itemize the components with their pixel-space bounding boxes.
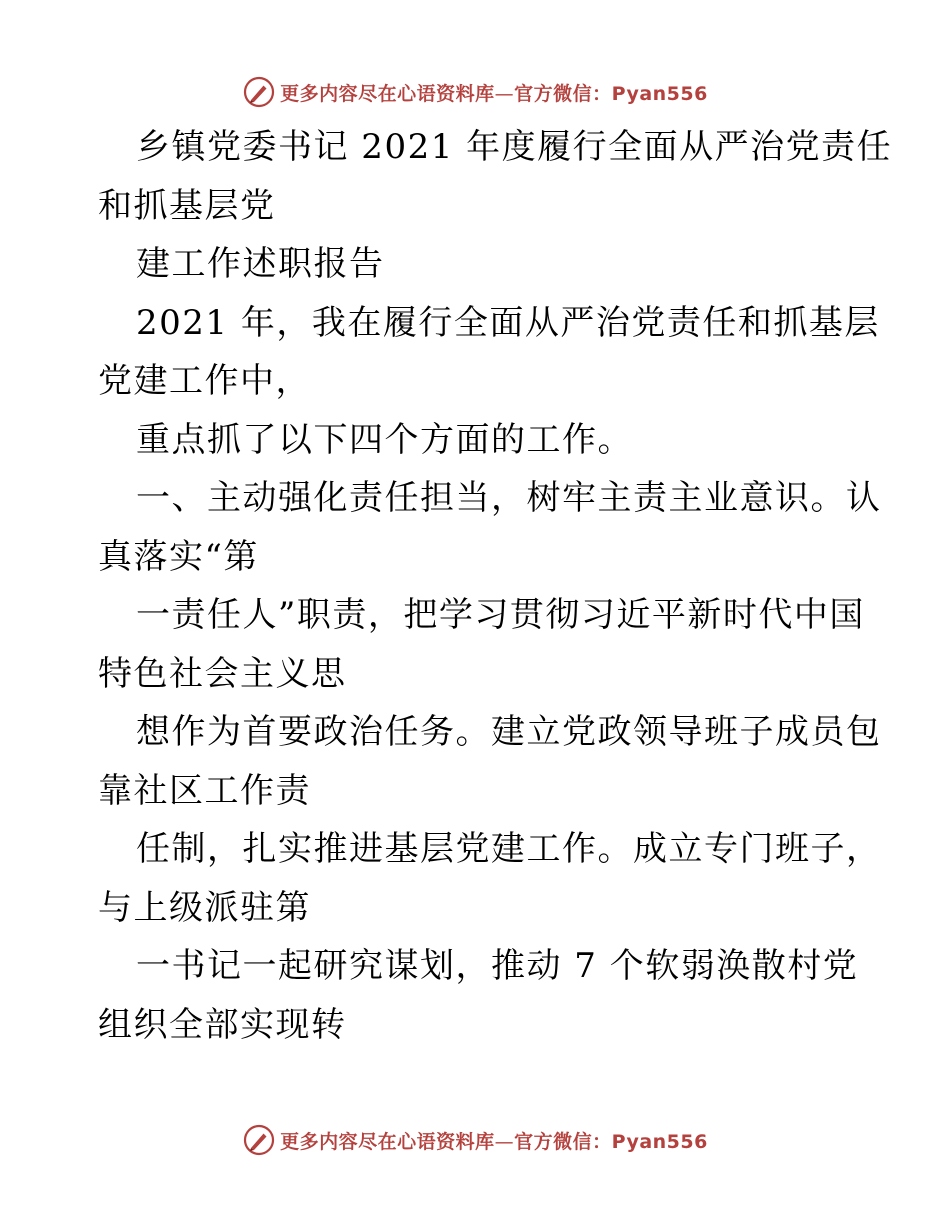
document-line: 真落实“第: [98, 536, 259, 577]
document-line: 建工作述职报告: [136, 244, 385, 284]
document-line: 和抓基层党: [98, 185, 276, 226]
document-line: 重点抓了以下四个方面的工作。: [136, 419, 633, 460]
watermark-dash: —: [494, 82, 515, 105]
watermark-dash: —: [494, 1130, 515, 1153]
watermark-wechat: 官方微信：Pyan556: [514, 1130, 708, 1153]
document-line: 特色社会主义思: [98, 653, 347, 694]
document-line: 与上级派驻第: [98, 887, 311, 928]
watermark-text: [280, 79, 708, 106]
document-line: 2021 年，我在履行全面从严治党责任和抓基层: [136, 302, 880, 343]
document-line: 乡镇党委书记 2021 年度履行全面从严治党责任: [136, 127, 893, 167]
document-line: 想作为首要政治任务。建立党政领导班子成员包: [136, 712, 882, 752]
watermark-title: 更多内容尽在心语资料库: [280, 82, 495, 105]
watermark-text: [280, 1127, 708, 1154]
watermark-title: 更多内容尽在心语资料库: [280, 1130, 495, 1153]
document-line: 组织全部实现转: [98, 1004, 347, 1045]
document-line: 一、主动强化责任担当，树牢主责主业意识。认: [136, 478, 882, 518]
document-line: 一书记一起研究谋划，推动 7 个软弱涣散村党: [136, 946, 859, 986]
pen-logo-icon: [242, 1123, 276, 1157]
document-line: 任制，扎实推进基层党建工作。成立专门班子，: [136, 829, 882, 869]
watermark-wechat: 官方微信：Pyan556: [514, 82, 708, 105]
document-body: [98, 118, 893, 1054]
footer-watermark: [0, 1120, 950, 1160]
header-watermark: [0, 72, 950, 112]
pen-logo-icon: [242, 75, 276, 109]
document-line: 靠社区工作责: [98, 770, 311, 811]
document-line: 党建工作中，: [98, 361, 311, 401]
document-line: 一责任人”职责，把学习贯彻习近平新时代中国: [136, 595, 865, 635]
